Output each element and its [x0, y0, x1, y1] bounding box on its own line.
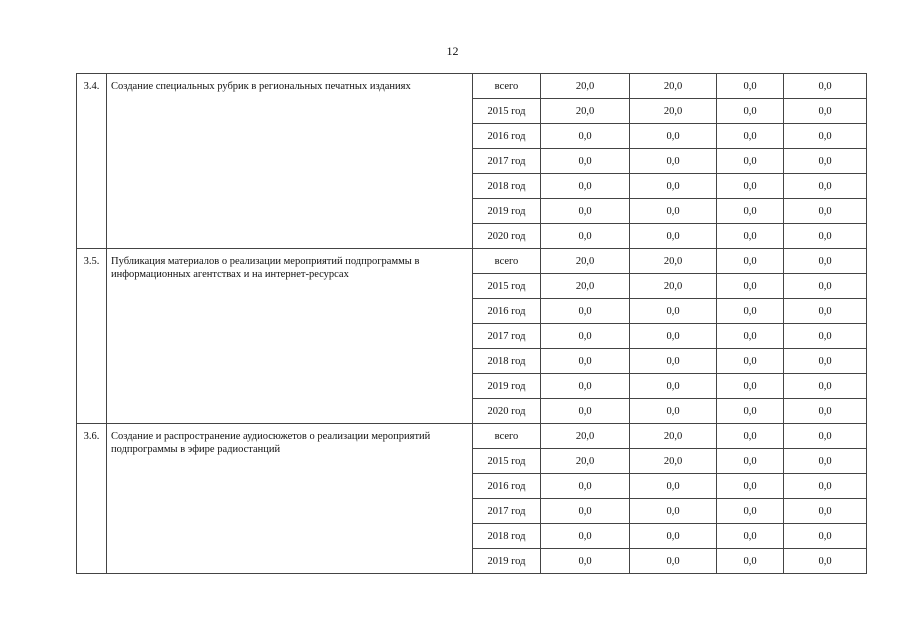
period-cell: 2017 год [473, 149, 541, 174]
amount-cell-3: 0,0 [717, 99, 784, 124]
item-title: Создание специальных рубрик в региональных печатных изданиях [107, 74, 473, 249]
table-row [77, 74, 867, 99]
amount-cell-2: 0,0 [630, 149, 717, 174]
item-number: 3.4. [77, 74, 107, 249]
period-cell: 2016 год [473, 299, 541, 324]
amount-cell-1: 20,0 [541, 424, 630, 449]
period-cell: всего [473, 424, 541, 449]
amount-cell-1: 20,0 [541, 274, 630, 299]
amount-cell-1: 0,0 [541, 524, 630, 549]
amount-cell-3: 0,0 [717, 549, 784, 574]
amount-cell-2: 20,0 [630, 424, 717, 449]
amount-cell-1: 0,0 [541, 324, 630, 349]
period-cell: 2018 год [473, 524, 541, 549]
amount-cell-1: 0,0 [541, 299, 630, 324]
amount-cell-1: 0,0 [541, 199, 630, 224]
amount-cell-1: 0,0 [541, 124, 630, 149]
amount-cell-1: 0,0 [541, 224, 630, 249]
amount-cell-4: 0,0 [784, 199, 867, 224]
amount-cell-2: 20,0 [630, 449, 717, 474]
amount-cell-3: 0,0 [717, 349, 784, 374]
amount-cell-1: 0,0 [541, 399, 630, 424]
amount-cell-2: 0,0 [630, 324, 717, 349]
amount-cell-3: 0,0 [717, 199, 784, 224]
amount-cell-4: 0,0 [784, 424, 867, 449]
item-number: 3.6. [77, 424, 107, 574]
amount-cell-4: 0,0 [784, 299, 867, 324]
period-cell: 2016 год [473, 124, 541, 149]
amount-cell-4: 0,0 [784, 99, 867, 124]
amount-cell-2: 0,0 [630, 199, 717, 224]
period-cell: 2016 год [473, 474, 541, 499]
item-number: 3.5. [77, 249, 107, 424]
amount-cell-2: 20,0 [630, 249, 717, 274]
amount-cell-2: 0,0 [630, 549, 717, 574]
amount-cell-1: 20,0 [541, 249, 630, 274]
amount-cell-3: 0,0 [717, 274, 784, 299]
period-cell: 2017 год [473, 324, 541, 349]
period-cell: 2019 год [473, 549, 541, 574]
amount-cell-3: 0,0 [717, 224, 784, 249]
amount-cell-2: 0,0 [630, 124, 717, 149]
amount-cell-4: 0,0 [784, 149, 867, 174]
page-number: 12 [446, 44, 459, 58]
amount-cell-4: 0,0 [784, 549, 867, 574]
amount-cell-1: 0,0 [541, 374, 630, 399]
amount-cell-3: 0,0 [717, 524, 784, 549]
amount-cell-3: 0,0 [717, 399, 784, 424]
amount-cell-4: 0,0 [784, 474, 867, 499]
period-cell: всего [473, 74, 541, 99]
amount-cell-3: 0,0 [717, 449, 784, 474]
period-cell: 2019 год [473, 199, 541, 224]
amount-cell-4: 0,0 [784, 174, 867, 199]
amount-cell-2: 20,0 [630, 274, 717, 299]
period-cell: всего [473, 249, 541, 274]
amount-cell-1: 0,0 [541, 174, 630, 199]
funding-table [76, 73, 867, 574]
amount-cell-3: 0,0 [717, 149, 784, 174]
amount-cell-2: 0,0 [630, 374, 717, 399]
item-title: Публикация материалов о реализации мероприятий подпрограммы в информационных агентствах и на интернет-ресурсах [107, 249, 473, 424]
table-row [77, 424, 867, 449]
amount-cell-1: 0,0 [541, 549, 630, 574]
table-row [77, 249, 867, 274]
period-cell: 2018 год [473, 174, 541, 199]
period-cell: 2020 год [473, 399, 541, 424]
amount-cell-3: 0,0 [717, 124, 784, 149]
period-cell: 2020 год [473, 224, 541, 249]
amount-cell-4: 0,0 [784, 249, 867, 274]
amount-cell-2: 20,0 [630, 74, 717, 99]
period-cell: 2018 год [473, 349, 541, 374]
amount-cell-3: 0,0 [717, 174, 784, 199]
amount-cell-4: 0,0 [784, 499, 867, 524]
amount-cell-1: 20,0 [541, 449, 630, 474]
amount-cell-2: 0,0 [630, 224, 717, 249]
amount-cell-3: 0,0 [717, 474, 784, 499]
period-cell: 2015 год [473, 99, 541, 124]
amount-cell-1: 0,0 [541, 474, 630, 499]
amount-cell-3: 0,0 [717, 424, 784, 449]
amount-cell-3: 0,0 [717, 74, 784, 99]
period-cell: 2015 год [473, 274, 541, 299]
amount-cell-1: 0,0 [541, 149, 630, 174]
amount-cell-4: 0,0 [784, 374, 867, 399]
amount-cell-1: 0,0 [541, 349, 630, 374]
amount-cell-2: 0,0 [630, 474, 717, 499]
amount-cell-2: 0,0 [630, 499, 717, 524]
amount-cell-3: 0,0 [717, 299, 784, 324]
amount-cell-3: 0,0 [717, 249, 784, 274]
amount-cell-1: 0,0 [541, 499, 630, 524]
amount-cell-4: 0,0 [784, 274, 867, 299]
amount-cell-2: 0,0 [630, 524, 717, 549]
period-cell: 2019 год [473, 374, 541, 399]
amount-cell-4: 0,0 [784, 449, 867, 474]
amount-cell-1: 20,0 [541, 74, 630, 99]
amount-cell-2: 0,0 [630, 299, 717, 324]
amount-cell-4: 0,0 [784, 399, 867, 424]
amount-cell-1: 20,0 [541, 99, 630, 124]
amount-cell-4: 0,0 [784, 224, 867, 249]
amount-cell-2: 20,0 [630, 99, 717, 124]
amount-cell-4: 0,0 [784, 74, 867, 99]
amount-cell-3: 0,0 [717, 374, 784, 399]
amount-cell-2: 0,0 [630, 399, 717, 424]
amount-cell-4: 0,0 [784, 349, 867, 374]
amount-cell-4: 0,0 [784, 324, 867, 349]
item-title: Создание и распространение аудиосюжетов о реализации мероприятий подпрограммы в эфире радиостанций [107, 424, 473, 574]
period-cell: 2017 год [473, 499, 541, 524]
amount-cell-3: 0,0 [717, 324, 784, 349]
period-cell: 2015 год [473, 449, 541, 474]
amount-cell-2: 0,0 [630, 349, 717, 374]
amount-cell-2: 0,0 [630, 174, 717, 199]
amount-cell-4: 0,0 [784, 524, 867, 549]
amount-cell-4: 0,0 [784, 124, 867, 149]
amount-cell-3: 0,0 [717, 499, 784, 524]
